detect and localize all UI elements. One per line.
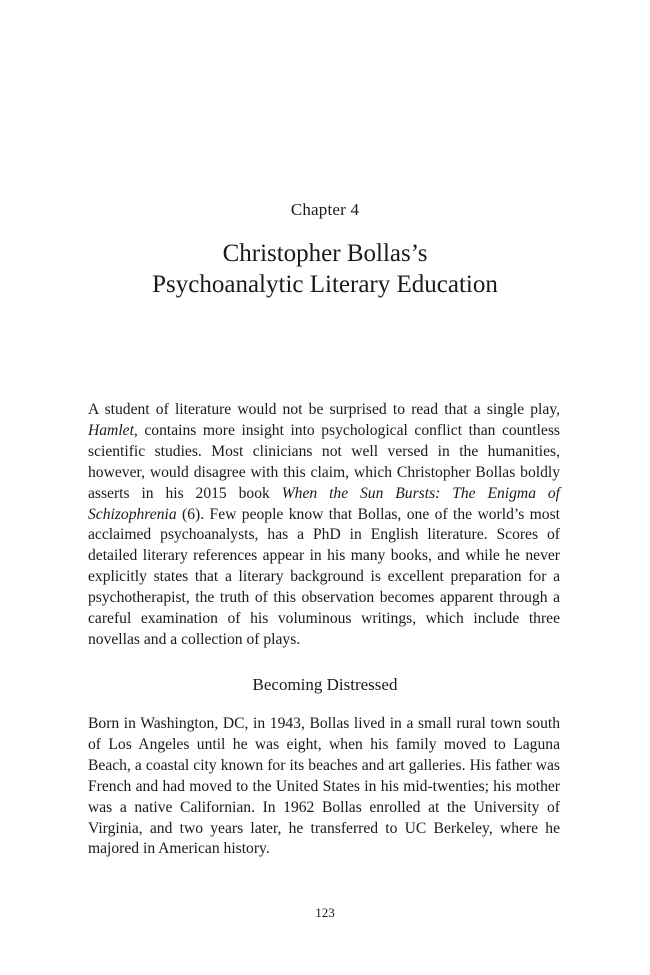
chapter-title <box>0 238 650 300</box>
paragraph-text: , contains more insight into psychological conflict than countless scientific studies. Most clinicians not well versed in the humanities, however, would disagree with this claim, which Christopher Bollas boldly asserts in his 2015 book <box>88 421 560 502</box>
paragraph-text: A student of literature would not be surprised to read that a single play, <box>88 401 560 418</box>
chapter-label: Chapter 4 <box>290 200 360 219</box>
italic-play-title: Hamlet <box>88 421 134 439</box>
chapter-title-line-2: Psychoanalytic Literary Education <box>152 271 498 298</box>
section-heading: Becoming Distressed <box>252 675 398 694</box>
section-paragraph <box>88 714 560 860</box>
opening-paragraph <box>88 400 560 651</box>
paragraph-text: Born in Washington, DC, in 1943, Bollas lived in a small rural town south of Los Angeles until he was eight, when his family moved to Laguna Beach, a coastal city known for its beaches and art galleries. His father was French and had moved to the United States in his mid-twenties; his mother was a native Californian. In 1962 Bollas enrolled at the University of Virginia, and two years later, he transferred to UC Berkeley, where he majored in American history. <box>88 715 560 858</box>
paragraph-text: (6). Few people know that Bollas, one of the world’s most acclaimed psychoanalysts, has a PhD in English literature. Scores of detailed literary references appear in his many books, and while he never explicitly states that a literary background is excellent preparation for a psychotherapist, the truth of this observation becomes apparent through a careful examination of his voluminous writings, which include three novellas and a collection of plays. <box>88 505 560 648</box>
italic-book-title: When the Sun Bursts: The Enigma of Schizophrenia <box>88 484 560 523</box>
chapter-title-line-1: Christopher Bollas’s <box>222 240 428 267</box>
page-number: 123 <box>315 905 335 920</box>
